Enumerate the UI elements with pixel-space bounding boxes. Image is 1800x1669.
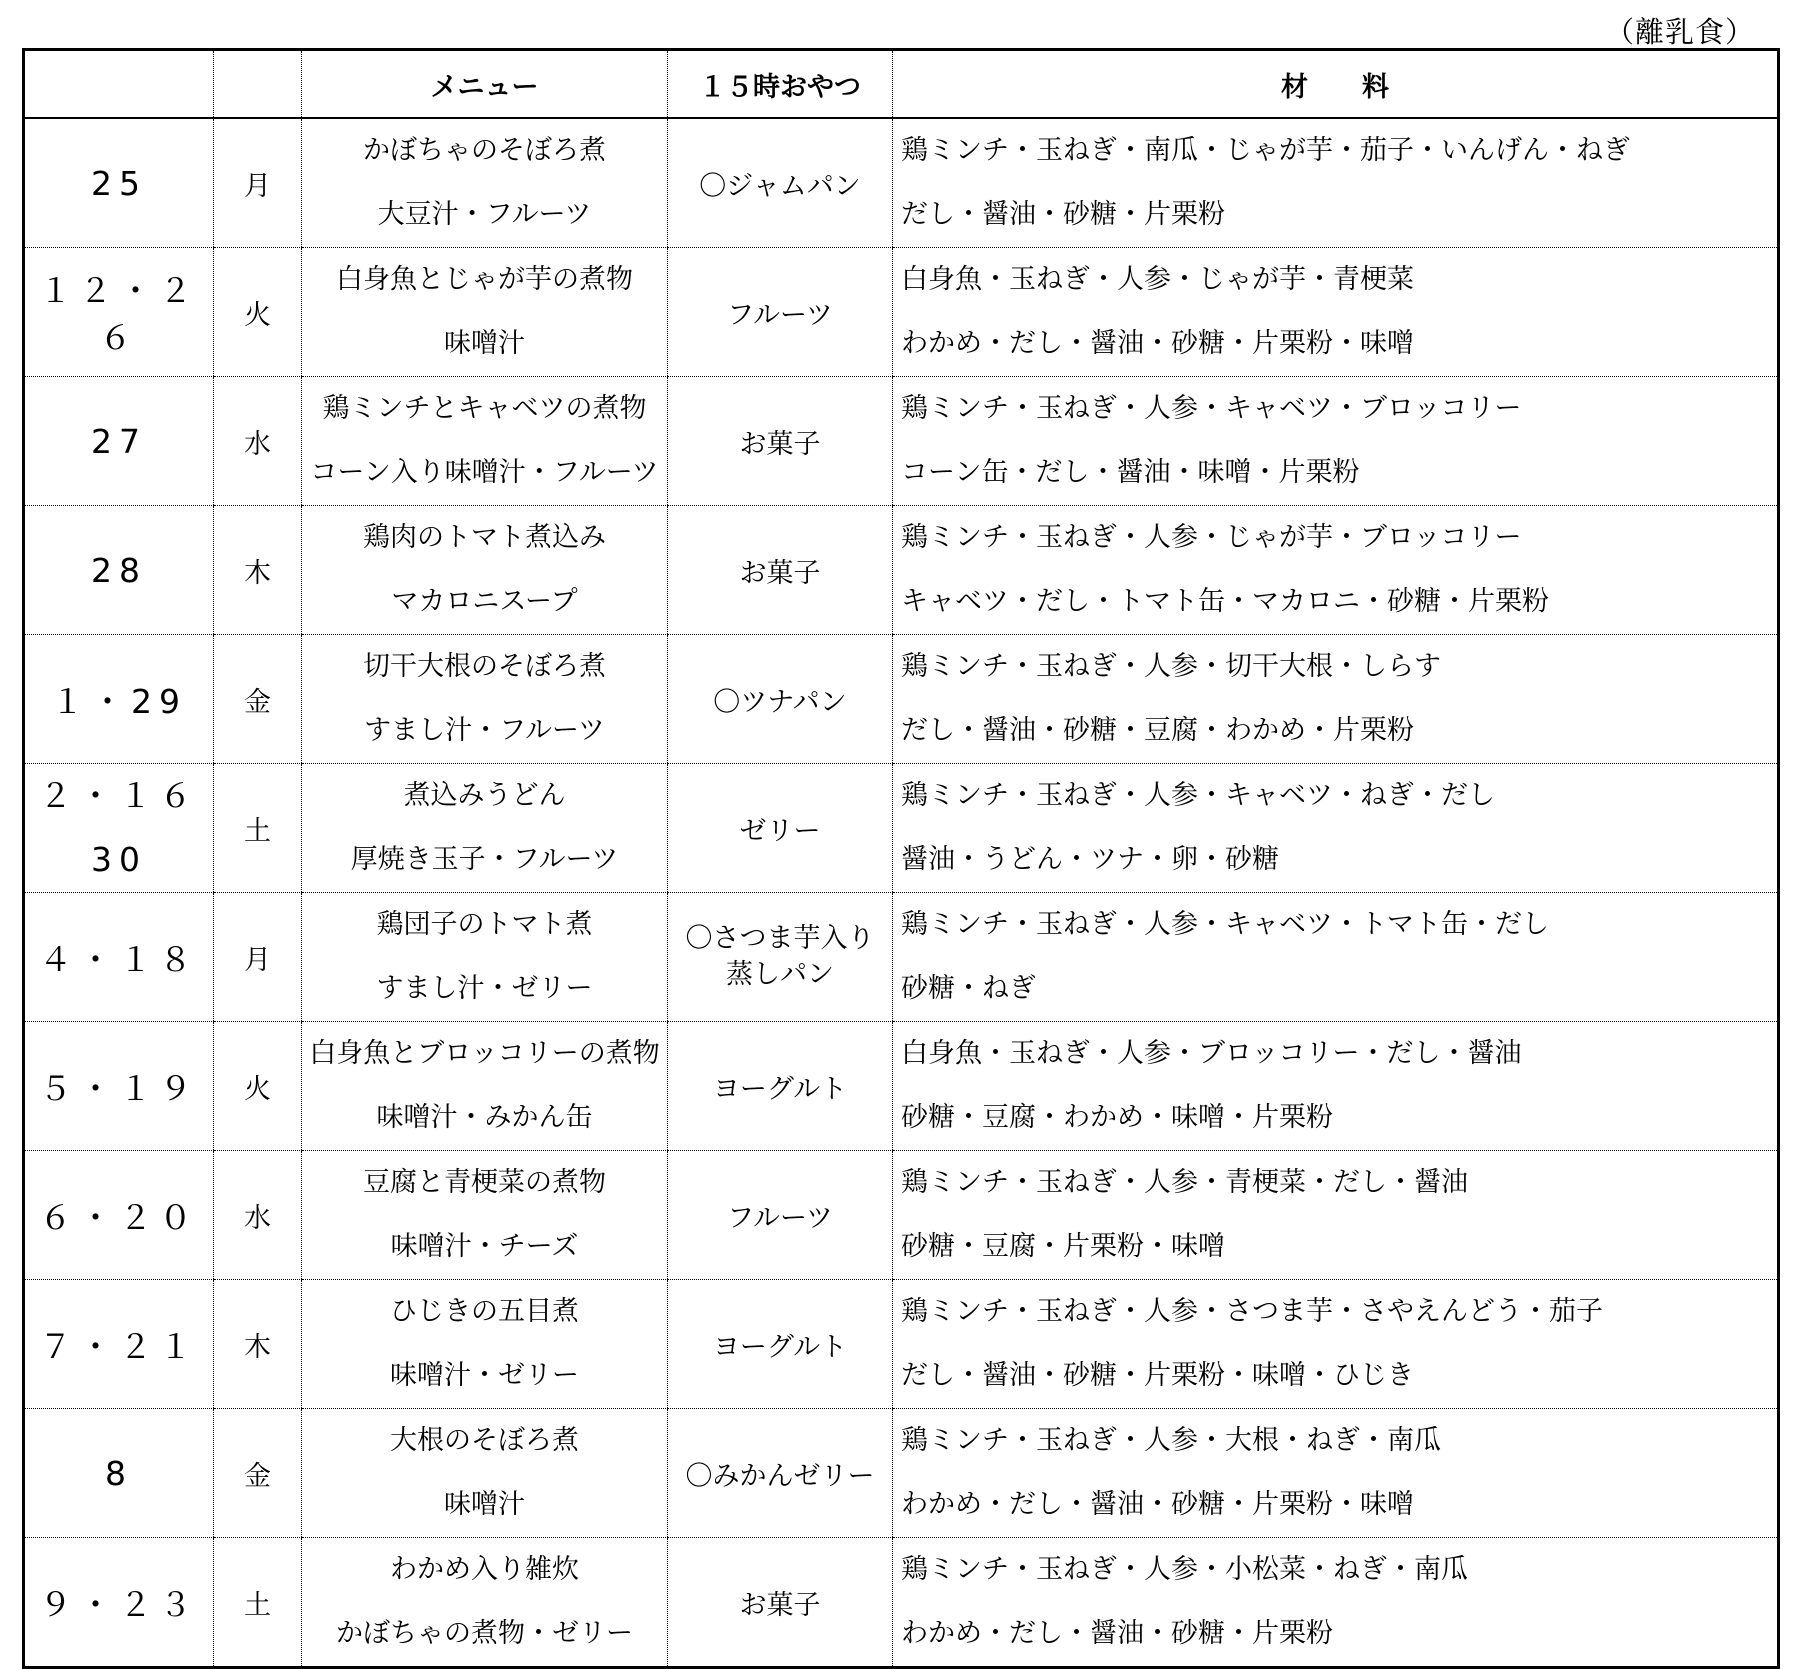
meal-type-note: （離乳食） <box>1604 15 1755 49</box>
date-text: １２・２６ <box>39 271 199 357</box>
materials-cell <box>893 893 1779 1022</box>
materials-line: 鶏ミンチ・玉ねぎ・人参・大根・ねぎ・南瓜 <box>901 1425 1441 1456</box>
snack-text: フルーツ <box>727 299 833 331</box>
weekday-cell: 木 <box>214 506 302 635</box>
snack-text: 〇みかんゼリー <box>685 1460 875 1492</box>
menu-cell <box>302 1151 668 1280</box>
materials-cell <box>893 1538 1779 1668</box>
snack-cell <box>668 118 893 248</box>
date-text: ２・１６ <box>39 776 199 815</box>
table-row <box>24 635 1779 764</box>
menu-item: マカロニスープ <box>391 586 578 617</box>
menu-item: 白身魚とじゃが芋の煮物 <box>336 264 633 295</box>
materials-cell <box>893 1280 1779 1409</box>
menu-item: 鶏ミンチとキャベツの煮物 <box>322 393 647 424</box>
table-row <box>24 893 1779 1022</box>
snack-cell <box>668 377 893 506</box>
date-text: ７・２１ <box>39 1326 199 1366</box>
menu-cell <box>302 1538 668 1668</box>
date-cell <box>24 506 214 635</box>
menu-item: 白身魚とブロッコリーの煮物 <box>309 1038 660 1069</box>
snack-text: お菓子 <box>739 557 821 589</box>
date-cell <box>24 1280 214 1409</box>
menu-cell <box>302 764 668 893</box>
snack-cell <box>668 635 893 764</box>
table-row <box>24 377 1779 506</box>
menu-item: 厚焼き玉子・フルーツ <box>350 844 619 875</box>
menu-body <box>24 118 1779 1668</box>
snack-cell <box>668 1538 893 1668</box>
materials-line: わかめ・だし・醤油・砂糖・片栗粉・味噌 <box>901 1489 1414 1520</box>
snack-text: フルーツ <box>727 1202 833 1234</box>
date-cell <box>24 1538 214 1668</box>
materials-line: だし・醤油・砂糖・片栗粉・味噌・ひじき <box>901 1360 1414 1391</box>
weekday-cell: 金 <box>214 1409 302 1538</box>
menu-item: 切干大根のそぼろ煮 <box>363 651 606 682</box>
menu-item: 鶏肉のトマト煮込み <box>363 522 606 553</box>
menu-item: すまし汁・ゼリー <box>376 973 593 1004</box>
menu-item: 鶏団子のトマト煮 <box>376 909 593 940</box>
header-menu: メニュー <box>302 50 668 119</box>
materials-line: だし・醤油・砂糖・豆腐・わかめ・片栗粉 <box>901 715 1414 746</box>
date-cell <box>24 1022 214 1151</box>
weekday-cell: 水 <box>214 1151 302 1280</box>
snack-text: お菓子 <box>739 428 821 460</box>
date-cell <box>24 248 214 377</box>
materials-line: 白身魚・玉ねぎ・人参・ブロッコリー・だし・醤油 <box>901 1038 1522 1069</box>
date-cell <box>24 1151 214 1280</box>
snack-text: ゼリー <box>739 815 821 847</box>
weekday-cell: 水 <box>214 377 302 506</box>
materials-line: わかめ・だし・醤油・砂糖・片栗粉・味噌 <box>901 328 1414 359</box>
materials-line: コーン缶・だし・醤油・味噌・片栗粉 <box>901 457 1360 488</box>
materials-line: 鶏ミンチ・玉ねぎ・人参・青梗菜・だし・醤油 <box>901 1167 1468 1198</box>
menu-item: 味噌汁・みかん缶 <box>376 1102 593 1133</box>
date-text: １・29 <box>51 681 187 721</box>
materials-line: 鶏ミンチ・玉ねぎ・人参・キャベツ・ブロッコリー <box>901 393 1522 424</box>
menu-item: わかめ入り雑炊 <box>390 1554 579 1585</box>
materials-line: わかめ・だし・醤油・砂糖・片栗粉 <box>901 1618 1333 1649</box>
materials-line: 砂糖・ねぎ <box>901 973 1036 1004</box>
date-cell <box>24 1409 214 1538</box>
table-row <box>24 1538 1779 1668</box>
materials-line: だし・醤油・砂糖・片栗粉 <box>901 199 1225 230</box>
menu-item: 味噌汁・チーズ <box>390 1231 579 1262</box>
table-row <box>24 248 1779 377</box>
table-row <box>24 1280 1779 1409</box>
date-text: 27 <box>91 421 147 461</box>
menu-cell <box>302 248 668 377</box>
snack-cell <box>668 1022 893 1151</box>
date-cell <box>24 635 214 764</box>
materials-line: 鶏ミンチ・玉ねぎ・人参・キャベツ・トマト缶・だし <box>901 909 1549 940</box>
menu-item: すまし汁・フルーツ <box>364 715 605 746</box>
menu-item: 味噌汁 <box>444 1489 525 1520</box>
date-text: ６・２０ <box>39 1197 199 1237</box>
header-snack: １５時おやつ <box>668 50 893 119</box>
snack-cell <box>668 248 893 377</box>
menu-item: 煮込みうどん <box>403 780 566 811</box>
table-row <box>24 118 1779 248</box>
menu-cell <box>302 893 668 1022</box>
menu-item: ひじきの五目煮 <box>390 1296 579 1327</box>
materials-line: 鶏ミンチ・玉ねぎ・南瓜・じゃが芋・茄子・いんげん・ねぎ <box>901 135 1630 166</box>
materials-line: 白身魚・玉ねぎ・人参・じゃが芋・青梗菜 <box>901 264 1414 295</box>
materials-line: キャベツ・だし・トマト缶・マカロニ・砂糖・片栗粉 <box>901 586 1549 617</box>
table-row <box>24 1409 1779 1538</box>
materials-cell <box>893 635 1779 764</box>
table-row <box>24 764 1779 893</box>
materials-cell <box>893 506 1779 635</box>
snack-text: 〇さつま芋入り <box>685 923 875 954</box>
materials-cell <box>893 377 1779 506</box>
date-text: 8 <box>105 1453 133 1493</box>
menu-cell <box>302 1022 668 1151</box>
snack-cell <box>668 764 893 893</box>
snack-text: お菓子 <box>739 1589 821 1621</box>
header-row <box>24 50 1779 119</box>
materials-cell <box>893 1409 1779 1538</box>
snack-text: 〇ツナパン <box>713 686 847 718</box>
table-row <box>24 1022 1779 1151</box>
table-row <box>24 1151 1779 1280</box>
weekday-cell: 土 <box>214 764 302 893</box>
date-cell <box>24 893 214 1022</box>
snack-cell <box>668 506 893 635</box>
menu-cell <box>302 1409 668 1538</box>
header-day <box>214 50 302 119</box>
header-materials: 材 料 <box>893 50 1779 119</box>
menu-table <box>22 48 1780 1669</box>
menu-cell <box>302 377 668 506</box>
snack-text: 〇ジャムパン <box>699 170 861 202</box>
header-date <box>24 50 214 119</box>
materials-cell <box>893 764 1779 893</box>
date-text: ５・１９ <box>39 1068 199 1108</box>
weekday-cell: 金 <box>214 635 302 764</box>
menu-item: 大豆汁・フルーツ <box>377 199 592 230</box>
materials-line: 鶏ミンチ・玉ねぎ・人参・切干大根・しらす <box>901 651 1441 682</box>
snack-cell <box>668 893 893 1022</box>
date-cell <box>24 118 214 248</box>
menu-item: かぼちゃのそぼろ煮 <box>363 135 606 166</box>
materials-line: 醤油・うどん・ツナ・卵・砂糖 <box>901 844 1279 875</box>
date-text: 28 <box>91 550 147 590</box>
snack-text: 蒸しパン <box>726 959 834 990</box>
menu-item: コーン入り味噌汁・フルーツ <box>310 457 659 488</box>
weekday-cell: 月 <box>214 893 302 1022</box>
menu-item: かぼちゃの煮物・ゼリー <box>336 1618 633 1649</box>
materials-line: 砂糖・豆腐・片栗粉・味噌 <box>901 1231 1225 1262</box>
snack-text: ヨーグルト <box>712 1331 848 1363</box>
materials-cell <box>893 1151 1779 1280</box>
materials-line: 鶏ミンチ・玉ねぎ・人参・じゃが芋・ブロッコリー <box>901 522 1522 553</box>
materials-cell <box>893 1022 1779 1151</box>
menu-item: 大根のそぼろ煮 <box>390 1425 579 1456</box>
menu-cell <box>302 118 668 248</box>
materials-cell <box>893 118 1779 248</box>
snack-text: ヨーグルト <box>712 1073 848 1105</box>
menu-cell <box>302 1280 668 1409</box>
date-text: 25 <box>91 163 147 203</box>
menu-item: 豆腐と青梗菜の煮物 <box>363 1167 606 1198</box>
table-row <box>24 506 1779 635</box>
weekday-cell: 土 <box>214 1538 302 1668</box>
weekday-cell: 火 <box>214 248 302 377</box>
date-cell <box>24 377 214 506</box>
materials-line: 鶏ミンチ・玉ねぎ・人参・小松菜・ねぎ・南瓜 <box>901 1554 1468 1585</box>
menu-cell <box>302 635 668 764</box>
menu-item: 味噌汁 <box>444 328 525 359</box>
materials-cell <box>893 248 1779 377</box>
snack-cell <box>668 1151 893 1280</box>
date-cell <box>24 764 214 893</box>
materials-line: 鶏ミンチ・玉ねぎ・人参・キャベツ・ねぎ・だし <box>901 780 1495 811</box>
date-text: ９・２３ <box>39 1584 199 1624</box>
snack-cell <box>668 1409 893 1538</box>
materials-line: 鶏ミンチ・玉ねぎ・人参・さつま芋・さやえんどう・茄子 <box>901 1296 1603 1327</box>
date-text: 30 <box>91 840 147 879</box>
weekday-cell: 月 <box>214 118 302 248</box>
menu-cell <box>302 506 668 635</box>
menu-item: 味噌汁・ゼリー <box>390 1360 579 1391</box>
materials-line: 砂糖・豆腐・わかめ・味噌・片栗粉 <box>901 1102 1333 1133</box>
weekday-cell: 木 <box>214 1280 302 1409</box>
snack-cell <box>668 1280 893 1409</box>
weekday-cell: 火 <box>214 1022 302 1151</box>
date-text: ４・１８ <box>39 939 199 979</box>
